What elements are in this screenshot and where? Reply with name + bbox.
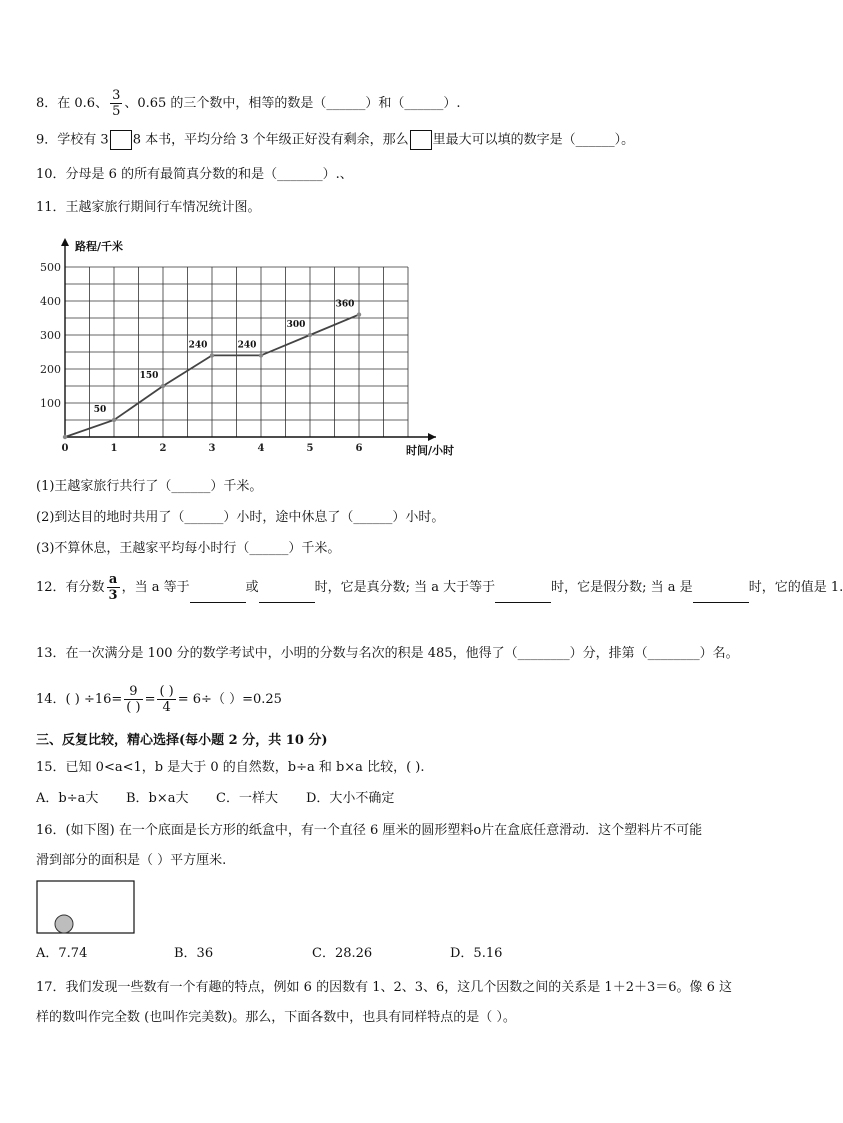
option-a[interactable]: A．7.74: [36, 946, 88, 961]
data-point: [63, 435, 67, 439]
data-point: [112, 418, 116, 422]
data-point: [259, 353, 263, 357]
y-tick-label: 100: [40, 397, 61, 410]
fraction-blank-over-4: $\frac{( )}{4}$: [159, 684, 174, 715]
x-tick-label: 5: [306, 443, 314, 454]
chart-grid: [65, 267, 408, 437]
x-axis-title: 时间/小时: [406, 444, 455, 457]
answer-blank[interactable]: [259, 588, 315, 603]
question-11-part-2: (2)到达目的地时共用了（______）小时，途中休息了（______）小时。: [36, 510, 445, 525]
answer-blank[interactable]: [693, 588, 749, 603]
section-3-heading: 三、反复比较，精心选择(每小题 2 分，共 10 分): [36, 733, 328, 748]
y-axis-title: 路程/千米: [75, 240, 124, 253]
question-11-part-3: (3)不算休息，王越家平均每小时行（______）千米。: [36, 541, 341, 556]
y-tick-label: 500: [40, 261, 61, 274]
data-point: [308, 333, 312, 337]
fraction-9-over-blank: $\frac{9}{( )}$: [126, 684, 141, 715]
x-tick-label: 6: [355, 443, 363, 454]
data-label: 150: [139, 371, 159, 381]
question-14: 14．( ) ÷16= $\frac{9}{( )}$ = $\frac{( )}{4}$ = 6÷（ ）=0.25: [36, 684, 282, 715]
fraction-three-fifths: $\frac{3}{5}$: [112, 88, 121, 119]
x-axis-arrow: [428, 433, 436, 441]
option-b[interactable]: B．b×a大: [126, 791, 189, 806]
box-with-disc-figure: [36, 880, 136, 935]
answer-blank[interactable]: [495, 588, 551, 603]
option-d[interactable]: D．大小不确定: [306, 791, 395, 806]
data-point: [357, 312, 361, 316]
question-17-line-2: 样的数叫作完全数 (也叫作完美数)。那么，下面各数中，也具有同样特点的是（ ）。: [36, 1010, 516, 1025]
data-label: 240: [188, 340, 208, 351]
data-label: 360: [335, 299, 355, 310]
question-15-options: [36, 790, 394, 808]
data-label: 50: [93, 405, 107, 415]
x-tick-label: 0: [61, 443, 69, 454]
option-b[interactable]: B．36: [174, 946, 214, 961]
question-9: 9．学校有 3 8 本书，平均分给 3 个年级正好没有剩余，那么 里最大可以填的数字是（______）。: [36, 130, 634, 150]
rectangle-box: [37, 881, 134, 933]
answer-box[interactable]: [110, 130, 132, 150]
question-11: 11．王越家旅行期间行车情况统计图。: [36, 200, 261, 215]
option-c[interactable]: C．28.26: [312, 946, 373, 961]
y-tick-label: 300: [40, 329, 61, 342]
question-10: 10．分母是 6 的所有最简真分数的和是（_______）.、: [36, 167, 353, 182]
question-17-line-1: 17．我们发现一些数有一个有趣的特点，例如 6 的因数有 1、2、3、6，这几个因数之间的关系是 1＋2＋3＝6。像 6 这: [36, 980, 733, 995]
x-tick-label: 4: [257, 443, 265, 454]
data-point: [210, 353, 214, 357]
y-tick-label: 200: [40, 363, 61, 376]
x-tick-label: 2: [159, 443, 167, 454]
answer-blank[interactable]: [190, 588, 246, 603]
option-c[interactable]: C．一样大: [216, 791, 278, 806]
question-12: 12．有分数 $\frac{a}{3}$ ，当 a 等于 或 时，它是真分数; 当 a 大于等于 时，它是假分数; 当 a 是 时，它的值是 1.: [36, 572, 843, 603]
y-tick-label: 400: [40, 295, 61, 308]
question-11-part-1: (1)王越家旅行共行了（______）千米。: [36, 479, 263, 494]
x-tick-label: 1: [110, 443, 118, 454]
data-point: [161, 384, 165, 388]
travel-distance-line-chart: [30, 232, 470, 462]
answer-box[interactable]: [410, 130, 432, 150]
question-16-line-2: 滑到部分的面积是（ ）平方厘米.: [36, 853, 227, 868]
data-label: 300: [286, 320, 306, 330]
data-label: 240: [237, 340, 257, 351]
option-a[interactable]: A．b÷a大: [36, 791, 99, 806]
question-8: 8．在 0.6、 $\frac{3}{5}$ 、0.65 的三个数中，相等的数是（______）和（______）.: [36, 88, 461, 119]
y-axis-arrow: [61, 238, 69, 246]
x-tick-label: 3: [208, 443, 216, 454]
question-16-options: [36, 945, 502, 963]
question-15: 15．已知 0<a<1，b 是大于 0 的自然数，b÷a 和 b×a 比较，( ).: [36, 760, 425, 775]
question-13: 13．在一次满分是 100 分的数学考试中，小明的分数与名次的积是 485，他得了（________）分，排第（________）名。: [36, 646, 739, 661]
plastic-disc: [55, 915, 73, 933]
fraction-a-over-3: $\frac{a}{3}$: [108, 572, 118, 603]
question-16-line-1: 16．(如下图) 在一个底面是长方形的纸盒中，有一个直径 6 厘米的圆形塑料o片在盒底任意滑动．这个塑料片不可能: [36, 823, 703, 838]
option-d[interactable]: D．5.16: [450, 946, 503, 961]
